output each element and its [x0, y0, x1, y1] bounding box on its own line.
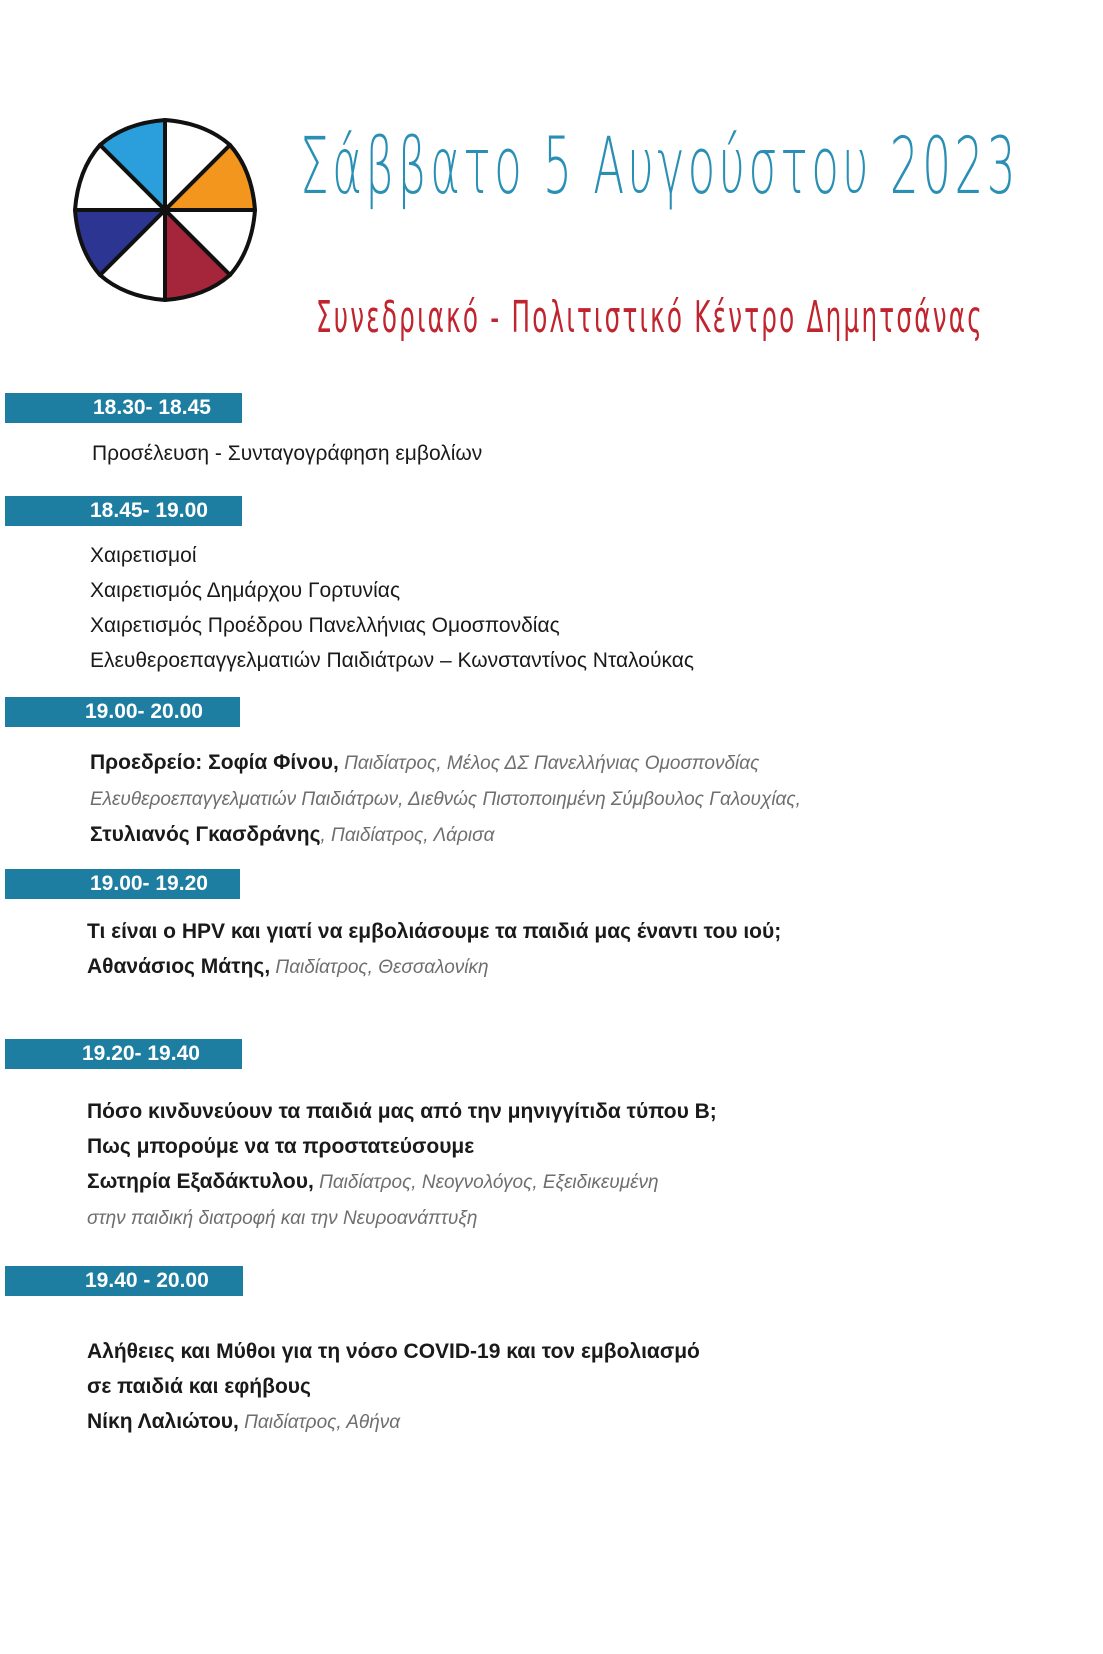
time-slot-bar: 18.45- 19.00	[5, 496, 242, 526]
presidium-name: Στυλιανός Γκασδράνης	[90, 823, 321, 846]
agenda-item	[90, 538, 694, 678]
agenda-line: Χαιρετισμός Δημάρχου Γορτυνίας	[90, 579, 401, 602]
time-slot-bar: 19.40 - 20.00	[5, 1266, 243, 1296]
talk-title: Τι είναι ο HPV και γιατί να εμβολιάσουμε τα παιδιά μας έναντι του ιού;	[87, 920, 782, 943]
speaker-name: Σωτηρία Εξαδάκτυλου,	[87, 1170, 314, 1193]
talk	[87, 1094, 717, 1236]
speaker-role: Παιδίατρος, Θεσσαλονίκη	[270, 957, 489, 978]
talk-title: Πόσο κινδυνεύουν τα παιδιά μας από την μηνιγγίτιδα τύπου Β;	[87, 1100, 717, 1123]
time-slot-bar: 18.30- 18.45	[5, 393, 242, 423]
agenda-line: Ελευθεροεπαγγελματιών Παιδιάτρων – Κωνσταντίνος Νταλούκας	[90, 649, 694, 672]
speaker-name: Νίκη Λαλιώτου,	[87, 1410, 239, 1433]
presidium	[90, 745, 801, 853]
talk	[87, 1334, 700, 1440]
talk	[87, 914, 781, 985]
agenda-item	[92, 436, 482, 471]
speaker-name: Αθανάσιος Μάτης,	[87, 955, 271, 978]
speaker-role: στην παιδική διατροφή και την Νευροανάπτυξη	[87, 1208, 478, 1229]
event-date: Σάββατο 5 Αυγούστου 2023	[300, 122, 1019, 212]
talk-title: Αλήθειες και Μύθοι για τη νόσο COVID-19 και τον εμβολιασμό	[87, 1340, 700, 1363]
agenda-line: Χαιρετισμός Προέδρου Πανελλήνιας Ομοσπονδίας	[90, 614, 560, 637]
presidium-role: Παιδίατρος, Μέλος ΔΣ Πανελλήνιας Ομοσπονδίας	[338, 753, 760, 774]
umbrella-logo-icon	[70, 115, 260, 305]
presidium-label: Προεδρείο: Σοφία Φίνου,	[90, 751, 339, 774]
event-venue: Συνεδριακό - Πολιτιστικό Κέντρο Δημητσάνας	[316, 292, 984, 343]
speaker-role: Παιδίατρος, Νεογνολόγος, Εξειδικευμένη	[313, 1172, 659, 1193]
agenda-line: Προσέλευση - Συνταγογράφηση εμβολίων	[92, 442, 483, 465]
time-slot-bar: 19.00- 20.00	[5, 697, 240, 727]
time-slot-bar: 19.00- 19.20	[5, 869, 240, 899]
presidium-role: , Παιδίατρος, Λάρισα	[320, 825, 495, 846]
agenda-line: Χαιρετισμοί	[90, 544, 197, 567]
time-slot-bar: 19.20- 19.40	[5, 1039, 242, 1069]
speaker-role: Παιδίατρος, Αθήνα	[238, 1412, 401, 1433]
presidium-role: Ελευθεροεπαγγελματιών Παιδιάτρων, Διεθνώς Πιστοποιημένη Σύμβουλος Γαλουχίας,	[90, 789, 801, 810]
talk-title: Πως μπορούμε να τα προστατεύσουμε	[87, 1135, 475, 1158]
talk-title: σε παιδιά και εφήβους	[87, 1375, 311, 1398]
